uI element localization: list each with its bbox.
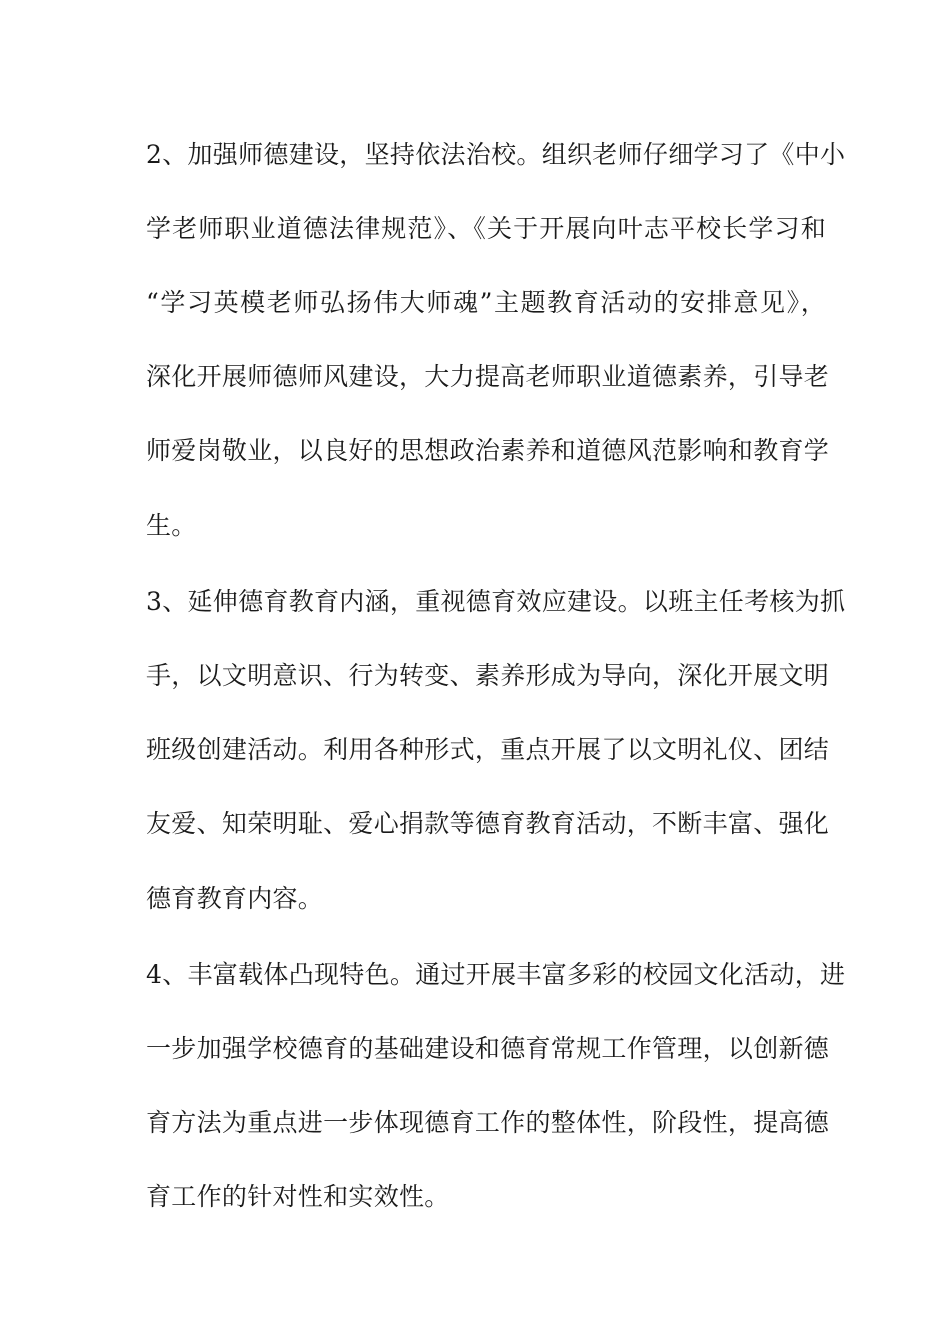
paragraph-3-line-1: 3、延伸德育教育内涵，重视德育效应建设。以班主任考核为抓 xyxy=(146,587,846,616)
paragraph-4-line-2: 一步加强学校德育的基础建设和德育常规工作管理，以创新德 xyxy=(146,1034,830,1063)
paragraph-3-line-2: 手，以文明意识、行为转变、素养形成为导向，深化开展文明 xyxy=(146,661,830,690)
paragraph-2-line-4: 深化开展师德师风建设，大力提高老师职业道德素养，引导老 xyxy=(146,362,830,391)
paragraph-4-line-1: 4、丰富载体凸现特色。通过开展丰富多彩的校园文化活动，进 xyxy=(146,960,846,989)
paragraph-3-line-3: 班级创建活动。利用各种形式，重点开展了以文明礼仪、团结 xyxy=(146,735,830,764)
paragraph-2-line-6: 生。 xyxy=(146,511,197,540)
paragraph-3-line-4: 友爱、知荣明耻、爱心捐款等德育教育活动，不断丰富、强化 xyxy=(146,809,830,838)
paragraph-2-line-1: 2、加强师德建设，坚持依法治校。组织老师仔细学习了《中小 xyxy=(146,140,846,169)
paragraph-3-line-5: 德育教育内容。 xyxy=(146,884,324,913)
paragraph-2-line-3: “学习英模老师弘扬伟大师魂”主题教育活动的安排意见》， xyxy=(146,288,826,317)
paragraph-2-line-5: 师爱岗敬业，以良好的思想政治素养和道德风范影响和教育学 xyxy=(146,436,830,465)
paragraph-4-line-3: 育方法为重点进一步体现德育工作的整体性，阶段性，提高德 xyxy=(146,1108,830,1137)
paragraph-4-line-4: 育工作的针对性和实效性。 xyxy=(146,1182,450,1211)
paragraph-2-line-2: 学老师职业道德法律规范》、《关于开展向叶志平校长学习和 xyxy=(146,214,826,243)
